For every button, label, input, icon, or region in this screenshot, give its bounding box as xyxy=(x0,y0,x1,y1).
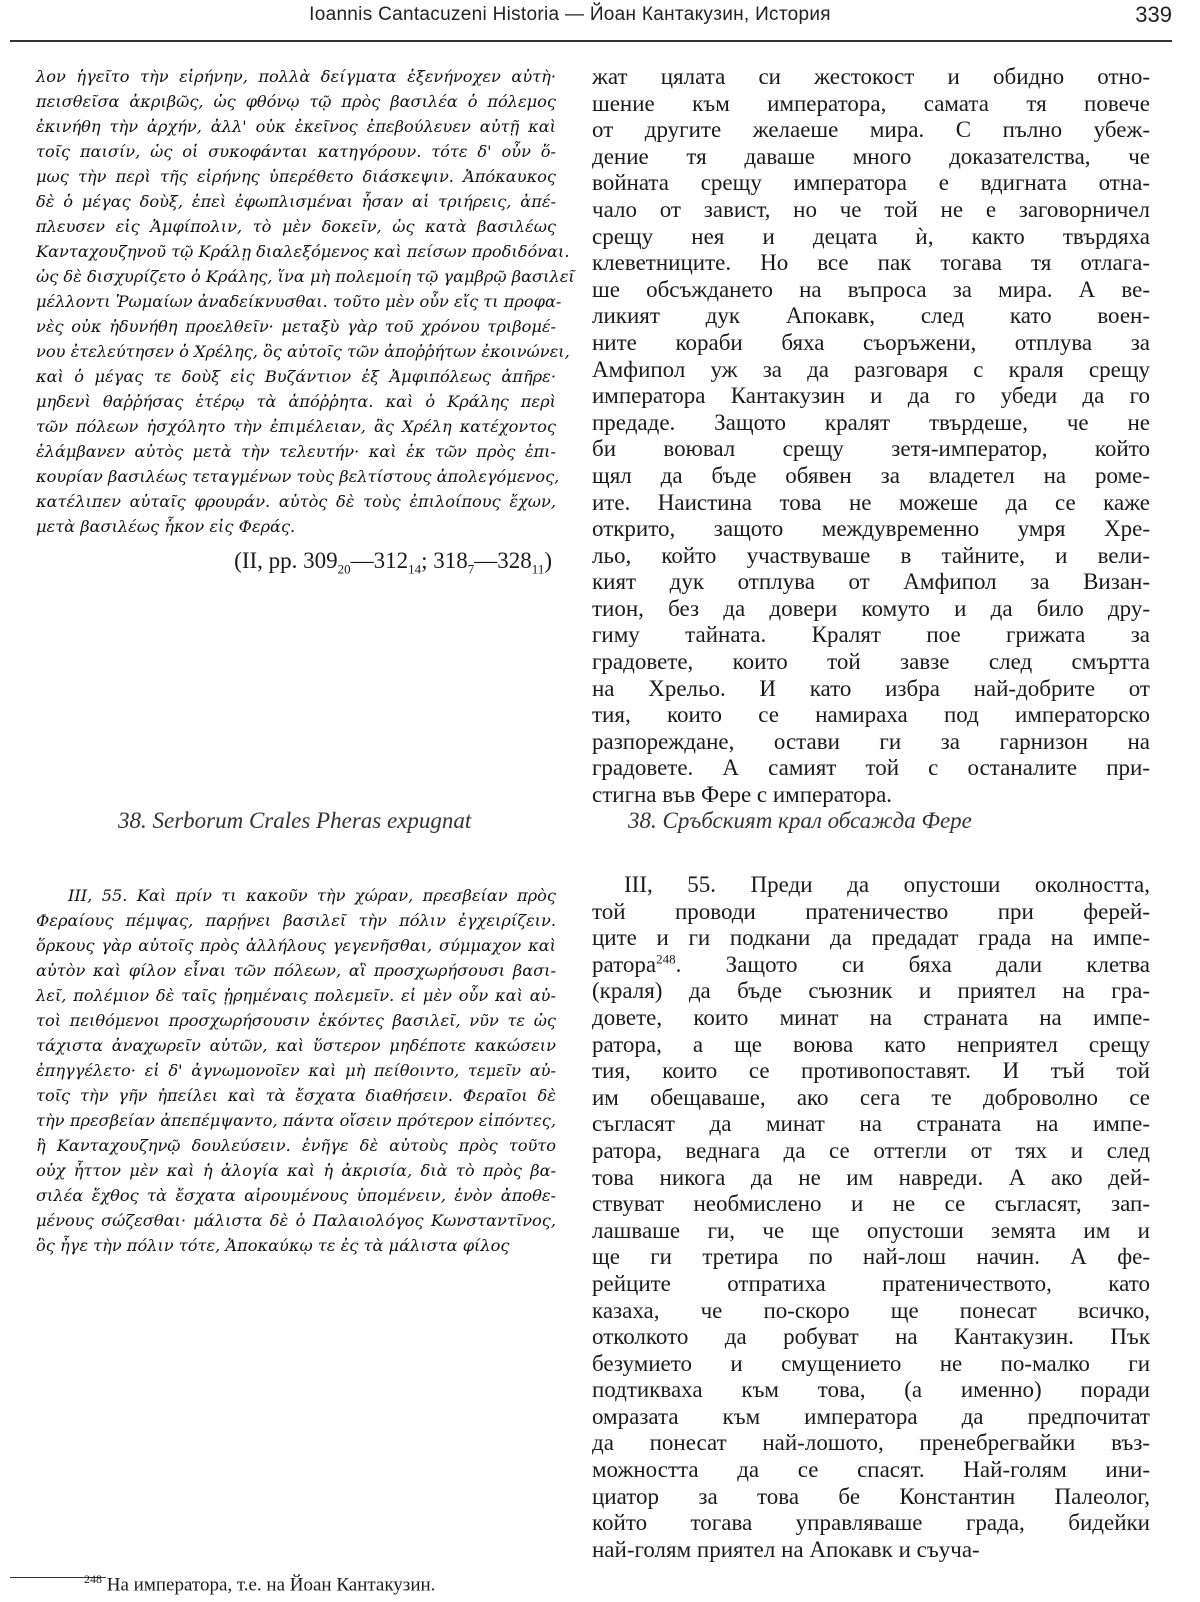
text-line: ὅρκους γὰρ αὐτοῖς πρὸς ἀλλήλους γεγενῆσθαι, σύμμαχον καὶ xyxy=(36,936,556,955)
text-line: ците и ги подкани да предадат града на импе- xyxy=(592,925,1150,951)
text-line: ратора, веднага да се оттегли от тях и след xyxy=(592,1137,1150,1163)
text-line: от другите желаеше мира. С пълно убеж- xyxy=(592,117,1150,143)
text-line: λεῖ, πολέμιον δὲ ταῖς ᾑρημέναις πολεμεῖν. εἰ μὲν οὖν καὶ αὐ- xyxy=(36,986,556,1005)
text-line: тия, които се намираха под императорско xyxy=(592,702,1150,728)
text-line: тион, без да довери комуто и да било дру- xyxy=(592,595,1150,621)
text-line: τῶν πόλεων ἠσχόλητο τὴν ἐπιμέλειαν, ἃς Χρέλη κατέχοντος xyxy=(36,417,556,436)
section-title-latin: 38. Serborum Crales Pheras expugnat xyxy=(118,808,472,833)
text-line: можността да се спасят. Най-голям ини- xyxy=(592,1457,1150,1483)
text-line: на Хрельо. И като избра най-добрите от xyxy=(592,675,1150,701)
text-line: дение тя даваше много доказателства, че xyxy=(592,143,1150,169)
text-line: стигна във Фере с императора. xyxy=(592,782,893,808)
text-line: πλευσεν εἰς Ἀμφίπολιν, τὸ μὲν δοκεῖν, ὡς κατὰ βασιλέως xyxy=(36,217,556,236)
text-line: жат цялата си жестокост и обидно отно- xyxy=(592,64,1150,89)
text-line: μως τὴν περὶ τῆς εἰρήνης ὑπερέθετο διάσκεψιν. Ἀπόκαυκος xyxy=(36,167,556,186)
text-line: би воювал срещу зетя-император, който xyxy=(592,436,1150,462)
greek-text-section xyxy=(36,883,556,1258)
text-line: градовете, които той завзе след смъртта xyxy=(592,649,1150,675)
text-line: (краля) да бъде съюзник и приятел на гра- xyxy=(592,978,1150,1004)
text-line: най-голям приятел на Апокавк и съуча- xyxy=(592,1536,980,1562)
text-line: νου ἐτελεύτησεν ὁ Χρέλης, ὃς αὐτοῖς τῶν ἀποῤῥήτων ἐκοινώνει, xyxy=(36,342,570,361)
text-line: безумието и смущението не по-малко ги xyxy=(592,1350,1150,1376)
text-line: αὐτὸν καὶ φίλον εἶναι τῶν πόλεων, αἳ προσχωρήσουσι βασι- xyxy=(36,961,556,980)
text-line: льо, който участвуваше в тайните, и вели- xyxy=(592,542,1150,568)
text-line: тия, които се противопоставят. И тъй той xyxy=(592,1058,1150,1084)
footnote-reference[interactable]: 248 xyxy=(656,951,676,967)
text-line: ствуват необмислено и не се съгласят, зап- xyxy=(592,1191,1150,1217)
text-line: τοῖς τὴν γῆν ἠπείλει καὶ τὰ ἔσχατα διαθήσειν. Φεραῖοι δὲ xyxy=(36,1086,556,1105)
text-line: μένους σώζεσθαι· μάλιστα δὲ ὁ Παλαιολόγος Κωνσταντῖνος, xyxy=(36,1211,556,1230)
text-line: им обещаваше, ако сега те доброволно се xyxy=(592,1084,1150,1110)
text-line: казаха, че по-скоро ще понесат всичко, xyxy=(592,1297,1150,1323)
footnote xyxy=(84,1572,435,1596)
text-line: ите. Наистина това не можеше да се каже xyxy=(592,489,1150,515)
bulgarian-text-section xyxy=(592,872,1150,1563)
text-line: циатор за това бе Константин Палеолог, xyxy=(592,1483,1150,1509)
text-line: предаде. Защото кралят твърдеше, че не xyxy=(592,409,1150,435)
text-line: κουρίαν βασιλέως τεταγμένων τοὺς βελτίστους ἀπολεγόμενος, xyxy=(36,467,560,486)
text-line: ще ги третира по най-лош начин. А фе- xyxy=(592,1244,1150,1270)
text-line: τοὶ πειθόμενοι προσχωρήσουσιν ἑκόντες βασιλεῖ, νῦν τε ὡς xyxy=(36,1011,556,1030)
text-line: λον ἡγεῖτο τὴν εἰρήνην, πολλὰ δείγματα ἐξενήνοχεν αὐτὴ· xyxy=(36,67,556,86)
text-line: Φεραίους πέμψας, παρῄνει βασιλεῖ τὴν πόλιν ἐγχειρίζειν. xyxy=(36,911,556,930)
source-citation: (II, pp. $309_{20}—312_{14}$; $318_7—328_{11}$) xyxy=(234,548,552,577)
text-line: οὐχ ἧττον μὲν καὶ ἡ ἀλογία καὶ ἡ ἀκρισία, διὰ τὸ πρὸς βα- xyxy=(36,1161,556,1180)
text-line: който тогава управляваше града, бидейки xyxy=(592,1510,1150,1536)
text-line: лашваше ги, че ще опустоши земята им и xyxy=(592,1217,1150,1243)
text-line: Амфипол уж за да разговаря с краля срещу xyxy=(592,356,1150,382)
text-line: войната срещу императора е вдигната отна- xyxy=(592,170,1150,196)
text-line: νὲς οὐκ ἠδυνήθη προελθεῖν· μεταξὺ γὰρ τοῦ χρόνου τριβομέ- xyxy=(36,317,556,336)
citation-block xyxy=(36,548,556,580)
text-line: омразата към императора да предпочитат xyxy=(592,1403,1150,1429)
text-line: довете, които минат на страната на импе- xyxy=(592,1004,1150,1030)
text-line: καὶ ὁ μέγας τε δοὺξ εἰς Βυζάντιον ἐξ Ἀμφιπόλεως ἀπῆρε· xyxy=(36,367,556,386)
text-line: τοῖς παισίν, ὡς οἱ συκοφάνται κατηγόρουν. τότε δ' οὖν ὅ- xyxy=(36,142,556,161)
page-number: 339 xyxy=(1135,2,1172,27)
text-line: щял да бъде обявен за владетел на роме- xyxy=(592,462,1150,488)
text-line: ратора$^{248}$. Защото си бяха дали клетва xyxy=(592,951,1150,977)
section-title-bulgarian: 38. Сръбският крал обсажда Фере xyxy=(628,808,972,833)
text-line: κατέλιπεν αὐταῖς φρουράν. αὐτὸς δὲ τοὺς ἐπιλοίπους ἔχων, xyxy=(36,492,556,511)
text-line: τὴν πρεσβείαν ἀπεπέμψαντο, πάντα οἴσειν πρότερον εἰπόντες, xyxy=(36,1111,556,1130)
text-line: μέλλοντι Ῥωμαίων ἀναδείκνυσθαι. τοῦτο μὲν οὖν εἴς τι προφα- xyxy=(36,292,562,311)
text-line: императора Кантакузин и да го убеди да го xyxy=(592,383,1150,409)
header-rule xyxy=(10,40,1172,42)
text-line: ἢ Κανταχουζηνῷ δουλεύσειν. ἐνῆγε δὲ αὐτοὺς πρὸς τοῦτο xyxy=(36,1136,556,1155)
text-line: чало от завист, но че той не е заговорничел xyxy=(592,196,1150,222)
text-line: кият дук отплува от Амфипол за Визан- xyxy=(592,569,1150,595)
footnote-number: 248 xyxy=(84,1572,102,1586)
text-line: ратора, а ще воюва като неприятел срещу xyxy=(592,1031,1150,1057)
text-line: рейците отпратиха пратеничеството, като xyxy=(592,1270,1150,1296)
text-line: шение към императора, самата тя повече xyxy=(592,90,1150,116)
running-header xyxy=(0,0,1200,34)
text-line: μηδενὶ θαῤῥήσας ἑτέρῳ τὰ ἀπόῤῥητα. καὶ ὁ Κράλης περὶ xyxy=(36,392,556,411)
footnote-text: На императора, т.е. на Йоан Кантакузин. xyxy=(106,1574,436,1596)
text-line: да понесат най-лошото, пренебрегвайки въз- xyxy=(592,1430,1150,1456)
text-line: той проводи пратеничество при ферей- xyxy=(592,898,1150,924)
text-line: δὲ ὁ μέγας δοὺξ, ἐπεὶ ἐφωπλισμέναι ἦσαν αἱ τριήρεις, ἀπέ- xyxy=(36,192,556,211)
text-line: открито, защото междувременно умря Хре- xyxy=(592,516,1150,542)
text-line: πεισθεῖσα ἀκριβῶς, ὡς φθόνῳ τῷ πρὸς βασιλέα ὁ πόλεμος xyxy=(36,92,556,111)
text-line: клеветниците. Но все пак тогава тя отлага- xyxy=(592,250,1150,276)
text-line: срещу нея и децата ѝ, както твърдяха xyxy=(592,223,1150,249)
text-line: подтикваха към това, (а именно) поради xyxy=(592,1377,1150,1403)
text-line: ἐλάμβανεν αὐτὸς μετὰ τὴν τελευτήν· καὶ ἐκ τῶν πρὸς ἐπι- xyxy=(36,442,556,461)
text-line: ὡς δὲ δισχυρίζετο ὁ Κράλης, ἵνα μὴ πολεμοίη τῷ γαμβρῷ βασιλεῖ xyxy=(36,267,575,286)
text-line: σιλέα ἔχθος τὰ ἔσχατα αἱρουμένους ὑπομένειν, ἐνὸν ἀποθε- xyxy=(36,1186,556,1205)
text-line: μετὰ βασιλέως ἧκον εἰς Φεράς. xyxy=(36,517,296,536)
text-line: τάχιστα ἀναχωρεῖν αὐτῶν, καὶ ὕστερον μηδέποτε κακώσειν xyxy=(36,1036,556,1055)
text-line: ἐπηγγέλετο· εἰ δ' ἀγνωμονοῖεν καὶ μὴ πείθοιντο, τεμεῖν αὐ- xyxy=(36,1061,556,1080)
text-line: Κανταχουζηνοῦ τῷ Κράλῃ διαλεξόμενος καὶ πείσων προδιδόναι. xyxy=(36,242,570,261)
text-line: ὃς ἦγε τὴν πόλιν τότε, Ἀποκαύκῳ τε ἐς τὰ μάλιστα φίλος xyxy=(36,1236,510,1255)
text-line: ше обсъждането на въпроса за мира. А ве- xyxy=(592,276,1150,302)
text-line: това никога да не им навреди. А ако дей- xyxy=(592,1164,1150,1190)
text-line: гиму тайната. Кралят пое грижата за xyxy=(592,622,1150,648)
bulgarian-text-top xyxy=(592,64,1150,809)
text-line: разпореждане, остави ги за гарнизон на xyxy=(592,728,1150,754)
greek-text-top xyxy=(36,64,575,539)
running-title: Ioannis Cantacuzeni Historia — Йоан Кантакузин, История xyxy=(309,4,831,25)
text-line: III, 55. Καὶ πρίν τι κακοῦν τὴν χώραν, πρεσβείαν πρὸς xyxy=(68,886,556,905)
text-line: отколкото да робуват на Кантакузин. Пък xyxy=(592,1324,1150,1350)
text-line: ликият дук Апокавк, след като воен- xyxy=(592,303,1150,329)
text-line: ἐκινήθη τὴν ἀρχήν, ἀλλ' οὐκ ἐκεῖνος ἐπεβούλευεν αὐτῇ καὶ xyxy=(36,117,556,136)
text-line: ните кораби бяха съоръжени, отплува за xyxy=(592,329,1150,355)
text-line: съгласят да минат на страната на импе- xyxy=(592,1111,1150,1137)
text-line: III, 55. Преди да опустоши околността, xyxy=(624,872,1150,897)
text-line: градовете. А самият той с останалите при- xyxy=(592,755,1150,781)
